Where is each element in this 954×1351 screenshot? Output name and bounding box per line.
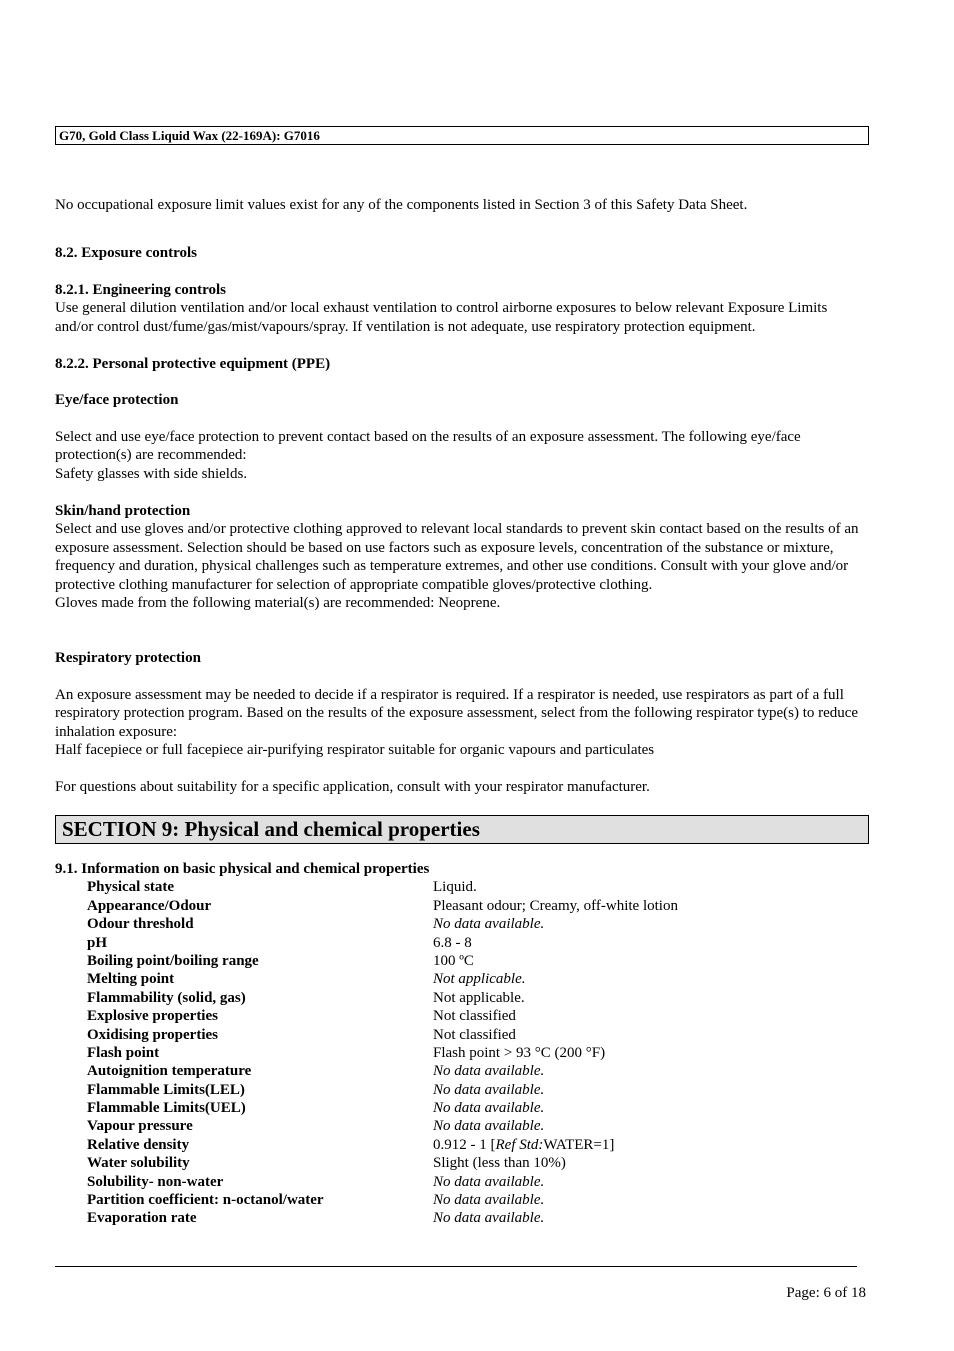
property-value: No data available.: [433, 1081, 545, 1098]
property-row: [55, 970, 867, 988]
skin-hand-text-1: Select and use gloves and/or protective clothing approved to relevant local standards to prevent skin contact based on the results of an exposure assessment. Selection should be based on use factors such as exposure levels, concentration of the substance or mixture, frequency and duration, physical challenges such as temperature extremes, and other use conditions. Consult with your glove and/or protective clothing manufacturer for selection of appropriate compatible gloves/protective clothing.: [55, 521, 859, 593]
heading-8-2: 8.2. Exposure controls: [55, 245, 197, 261]
property-key: Flammable Limits(LEL): [87, 1081, 245, 1098]
property-value: Pleasant odour; Creamy, off-white lotion: [433, 897, 678, 914]
property-key: Flammable Limits(UEL): [87, 1100, 246, 1117]
property-value: No data available.: [433, 916, 545, 933]
skin-hand-text-2: Gloves made from the following material(s) are recommended: Neoprene.: [55, 595, 501, 612]
property-value: No data available.: [433, 1210, 545, 1227]
property-value: Not applicable.: [433, 971, 526, 988]
property-row: [55, 1209, 867, 1227]
property-key: Physical state: [87, 879, 175, 896]
respiratory-text-1: An exposure assessment may be needed to decide if a respirator is required. If a respirator is needed, use respirators as part of a full respiratory protection program. Based on the results of the exposure assessment, select from the following respirator type(s) to reduce inhalation exposure:: [55, 687, 859, 740]
property-value-suffix: WATER=1]: [543, 1136, 615, 1153]
property-key: Evaporation rate: [87, 1210, 197, 1227]
property-key: Vapour pressure: [87, 1118, 193, 1135]
property-row: [55, 989, 867, 1007]
oel-statement: No occupational exposure limit values exist for any of the components listed in Section 3 of this Safety Data Sheet.: [55, 197, 748, 213]
property-value: No data available.: [433, 1173, 545, 1190]
property-row: [55, 952, 867, 970]
section-9-title: SECTION 9: Physical and chemical properties: [55, 815, 869, 844]
property-row: [55, 1154, 867, 1172]
property-value: Not classified: [433, 1008, 516, 1025]
property-row: [55, 1007, 867, 1025]
eye-face-text-2: Safety glasses with side shields.: [55, 465, 248, 482]
properties-table: [55, 860, 867, 1228]
property-row: [55, 1191, 867, 1209]
property-row: [55, 1081, 867, 1099]
property-value: No data available.: [433, 1118, 545, 1135]
property-value: No data available.: [433, 1063, 545, 1080]
heading-respiratory: Respiratory protection: [55, 650, 201, 666]
property-value: Liquid.: [433, 879, 477, 896]
engineering-controls-text: Use general dilution ventilation and/or local exhaust ventilation to control airborne exposures to below relevant Exposure Limits and/or control dust/fume/gas/mist/vapours/spray. If ventilation is not adequate, use respiratory protection equipment.: [55, 300, 828, 335]
property-key: Flammability (solid, gas): [87, 989, 246, 1006]
eye-face-text: [55, 428, 867, 483]
property-value: [433, 1136, 867, 1154]
property-value: Not classified: [433, 1026, 516, 1043]
heading-eye-face: Eye/face protection: [55, 392, 179, 408]
property-value: No data available.: [433, 1192, 545, 1209]
property-rows: [55, 878, 867, 1227]
eye-face-text-1: Select and use eye/face protection to prevent contact based on the results of an exposure assessment. The following eye/face protection(s) are recommended:: [55, 429, 801, 464]
property-key: Appearance/Odour: [87, 897, 212, 914]
property-key: Oxidising properties: [87, 1026, 218, 1043]
property-row: [55, 897, 867, 915]
page-number: Page: 6 of 18: [786, 1285, 866, 1301]
property-key: pH: [87, 934, 108, 951]
property-key: Boiling point/boiling range: [87, 952, 259, 969]
document-header: G70, Gold Class Liquid Wax (22-169A): G7016: [55, 126, 869, 145]
property-value: Flash point > 93 °C (200 °F): [433, 1044, 606, 1061]
heading-9-1: 9.1. Information on basic physical and chemical properties: [55, 861, 430, 877]
property-value: No data available.: [433, 1100, 545, 1117]
skin-hand-protection: [55, 502, 867, 612]
property-value: Slight (less than 10%): [433, 1155, 566, 1172]
property-key: Water solubility: [87, 1155, 190, 1172]
property-value-ref: Ref Std:: [495, 1136, 544, 1153]
property-row: [55, 1044, 867, 1062]
property-key: Melting point: [87, 971, 175, 988]
footer-divider: [55, 1266, 857, 1267]
property-value-main: 0.912 - 1 [: [433, 1136, 496, 1153]
respiratory-text-2: Half facepiece or full facepiece air-purifying respirator suitable for organic vapours and particulates: [55, 742, 655, 759]
property-value: 6.8 - 8: [433, 934, 472, 951]
property-row: [55, 915, 867, 933]
property-row: [55, 934, 867, 952]
respiratory-text-3: For questions about suitability for a specific application, consult with your respirator manufacturer.: [55, 779, 650, 795]
property-value: Not applicable.: [433, 989, 525, 1006]
property-key: Partition coefficient: n-octanol/water: [87, 1192, 324, 1209]
property-row: [55, 1026, 867, 1044]
property-key: Explosive properties: [87, 1008, 218, 1025]
property-row: [55, 878, 867, 896]
engineering-controls: [55, 281, 867, 336]
heading-skin-hand: Skin/hand protection: [55, 503, 191, 519]
property-row: [55, 1099, 867, 1117]
property-value: 100 ºC: [433, 952, 474, 969]
property-row: [55, 1136, 867, 1154]
respiratory-text: [55, 686, 867, 760]
property-row: [55, 1173, 867, 1191]
property-key: Autoignition temperature: [87, 1063, 252, 1080]
property-row: [55, 1062, 867, 1080]
heading-8-2-2: 8.2.2. Personal protective equipment (PPE): [55, 356, 331, 372]
property-row: [55, 1117, 867, 1135]
heading-8-2-1: 8.2.1. Engineering controls: [55, 282, 226, 298]
property-key: Relative density: [87, 1136, 190, 1153]
property-key: Solubility- non-water: [87, 1173, 224, 1190]
property-key: Odour threshold: [87, 916, 194, 933]
property-key: Flash point: [87, 1044, 160, 1061]
